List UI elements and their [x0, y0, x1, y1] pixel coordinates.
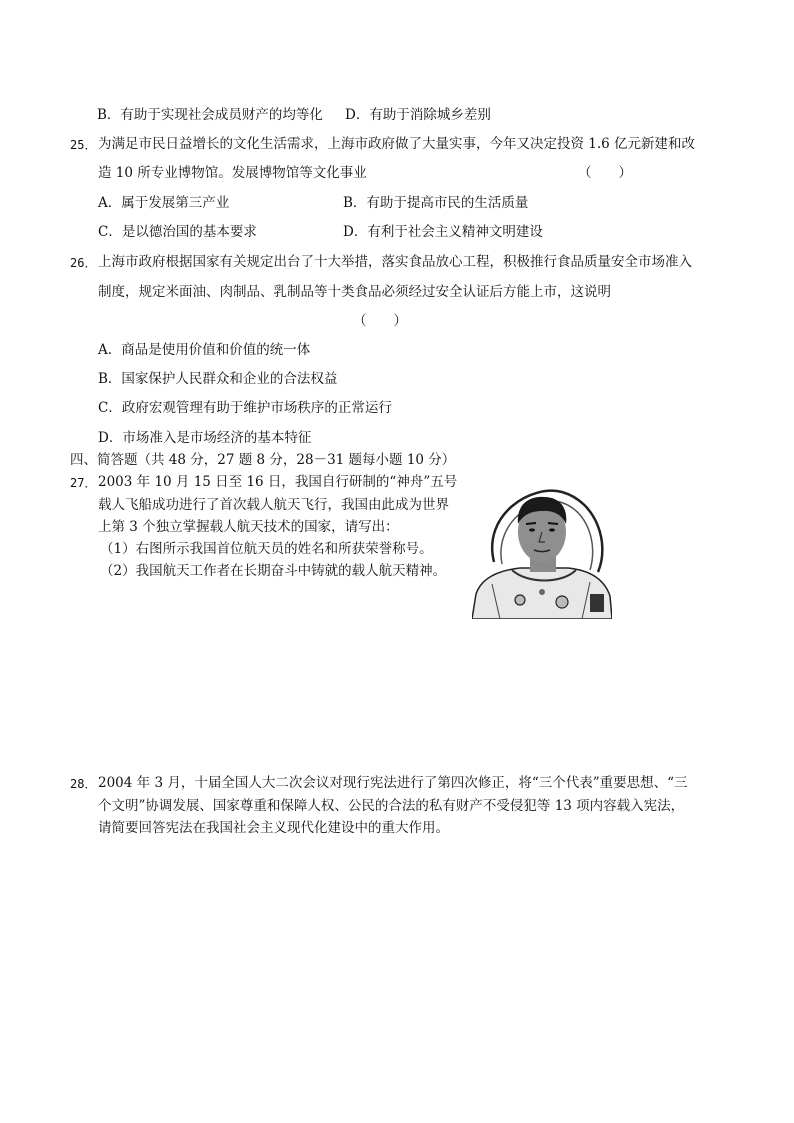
q25-option-d: D．有利于社会主义精神文明建设 [343, 224, 543, 240]
section-four-title: 四、简答题（共 48 分，27 题 8 分，28－31 题每小题 10 分） [70, 452, 456, 468]
q25-option-b: B．有助于提高市民的生活质量 [343, 195, 529, 211]
q26-answer-bracket: （ ） [353, 313, 407, 329]
q25-number: 25． [70, 138, 97, 152]
q25-stem-line2: 造 10 所专业博物馆。发展博物馆等文化事业 [98, 165, 367, 181]
q28-stem-line1: 2004 年 3 月，十届全国人大二次会议对现行宪法进行了第四次修正，将“三个代表”重要思想、“三 [98, 775, 688, 791]
q25-option-c: C．是以德治国的基本要求 [98, 224, 257, 240]
q26-stem-line2: 制度，规定米面油、肉制品、乳制品等十类食品必须经过安全认证后方能上市，这说明 [98, 284, 611, 300]
eye-left [529, 528, 535, 531]
q28-number: 28． [70, 777, 97, 791]
q25-option-a: A．属于发展第三产业 [98, 195, 230, 211]
q26-option-c: C．政府宏观管理有助于维护市场秩序的正常运行 [98, 400, 392, 416]
astronaut-photo [472, 484, 612, 619]
suit-button [539, 589, 545, 595]
q27-stem-line1: 2003 年 10 月 15 日至 16 日，我国自行研制的“神舟”五号 [98, 474, 458, 490]
q27-number: 27． [70, 476, 97, 490]
suit-valve-right [556, 596, 568, 608]
q28-stem-line3: 请简要回答宪法在我国社会主义现代化建设中的重大作用。 [98, 820, 449, 836]
q26-stem-line1: 上海市政府根据国家有关规定出台了十大举措，落实食品放心工程，积极推行食品质量安全市场准入 [98, 254, 692, 270]
q26-option-d: D．市场准入是市场经济的基本特征 [98, 430, 312, 446]
q25-stem-line1: 为满足市民日益增长的文化生活需求，上海市政府做了大量实事，今年又决定投资 1.6 亿元新建和改 [98, 136, 696, 152]
q28-stem-line2: 个文明”协调发展、国家尊重和保障人权、公民的合法的私有财产不受侵犯等 13 项内容载入宪法， [98, 798, 685, 814]
q26-number: 26． [70, 256, 97, 270]
suit-valve-left [515, 595, 525, 605]
q27-stem-line2: 载人飞船成功进行了首次载人航天飞行，我国由此成为世界 [98, 497, 449, 513]
eye-right [549, 528, 555, 531]
q24-option-b: B．有助于实现社会成员财产的均等化 [97, 107, 323, 123]
q26-option-a: A．商品是使用价值和价值的统一体 [98, 342, 311, 358]
flag-patch [590, 594, 604, 612]
q24-option-d: D．有助于消除城乡差别 [345, 107, 491, 123]
q27-subquestion-1: （1）右图所示我国首位航天员的姓名和所获荣誉称号。 [100, 541, 433, 557]
q27-subquestion-2: （2）我国航天工作者在长期奋斗中铸就的载人航天精神。 [100, 563, 447, 579]
q26-option-b: B．国家保护人民群众和企业的合法权益 [98, 371, 338, 387]
q27-stem-line3: 上第 3 个独立掌握载人航天技术的国家，请写出： [98, 519, 399, 535]
q25-answer-bracket: （ ） [578, 165, 632, 181]
